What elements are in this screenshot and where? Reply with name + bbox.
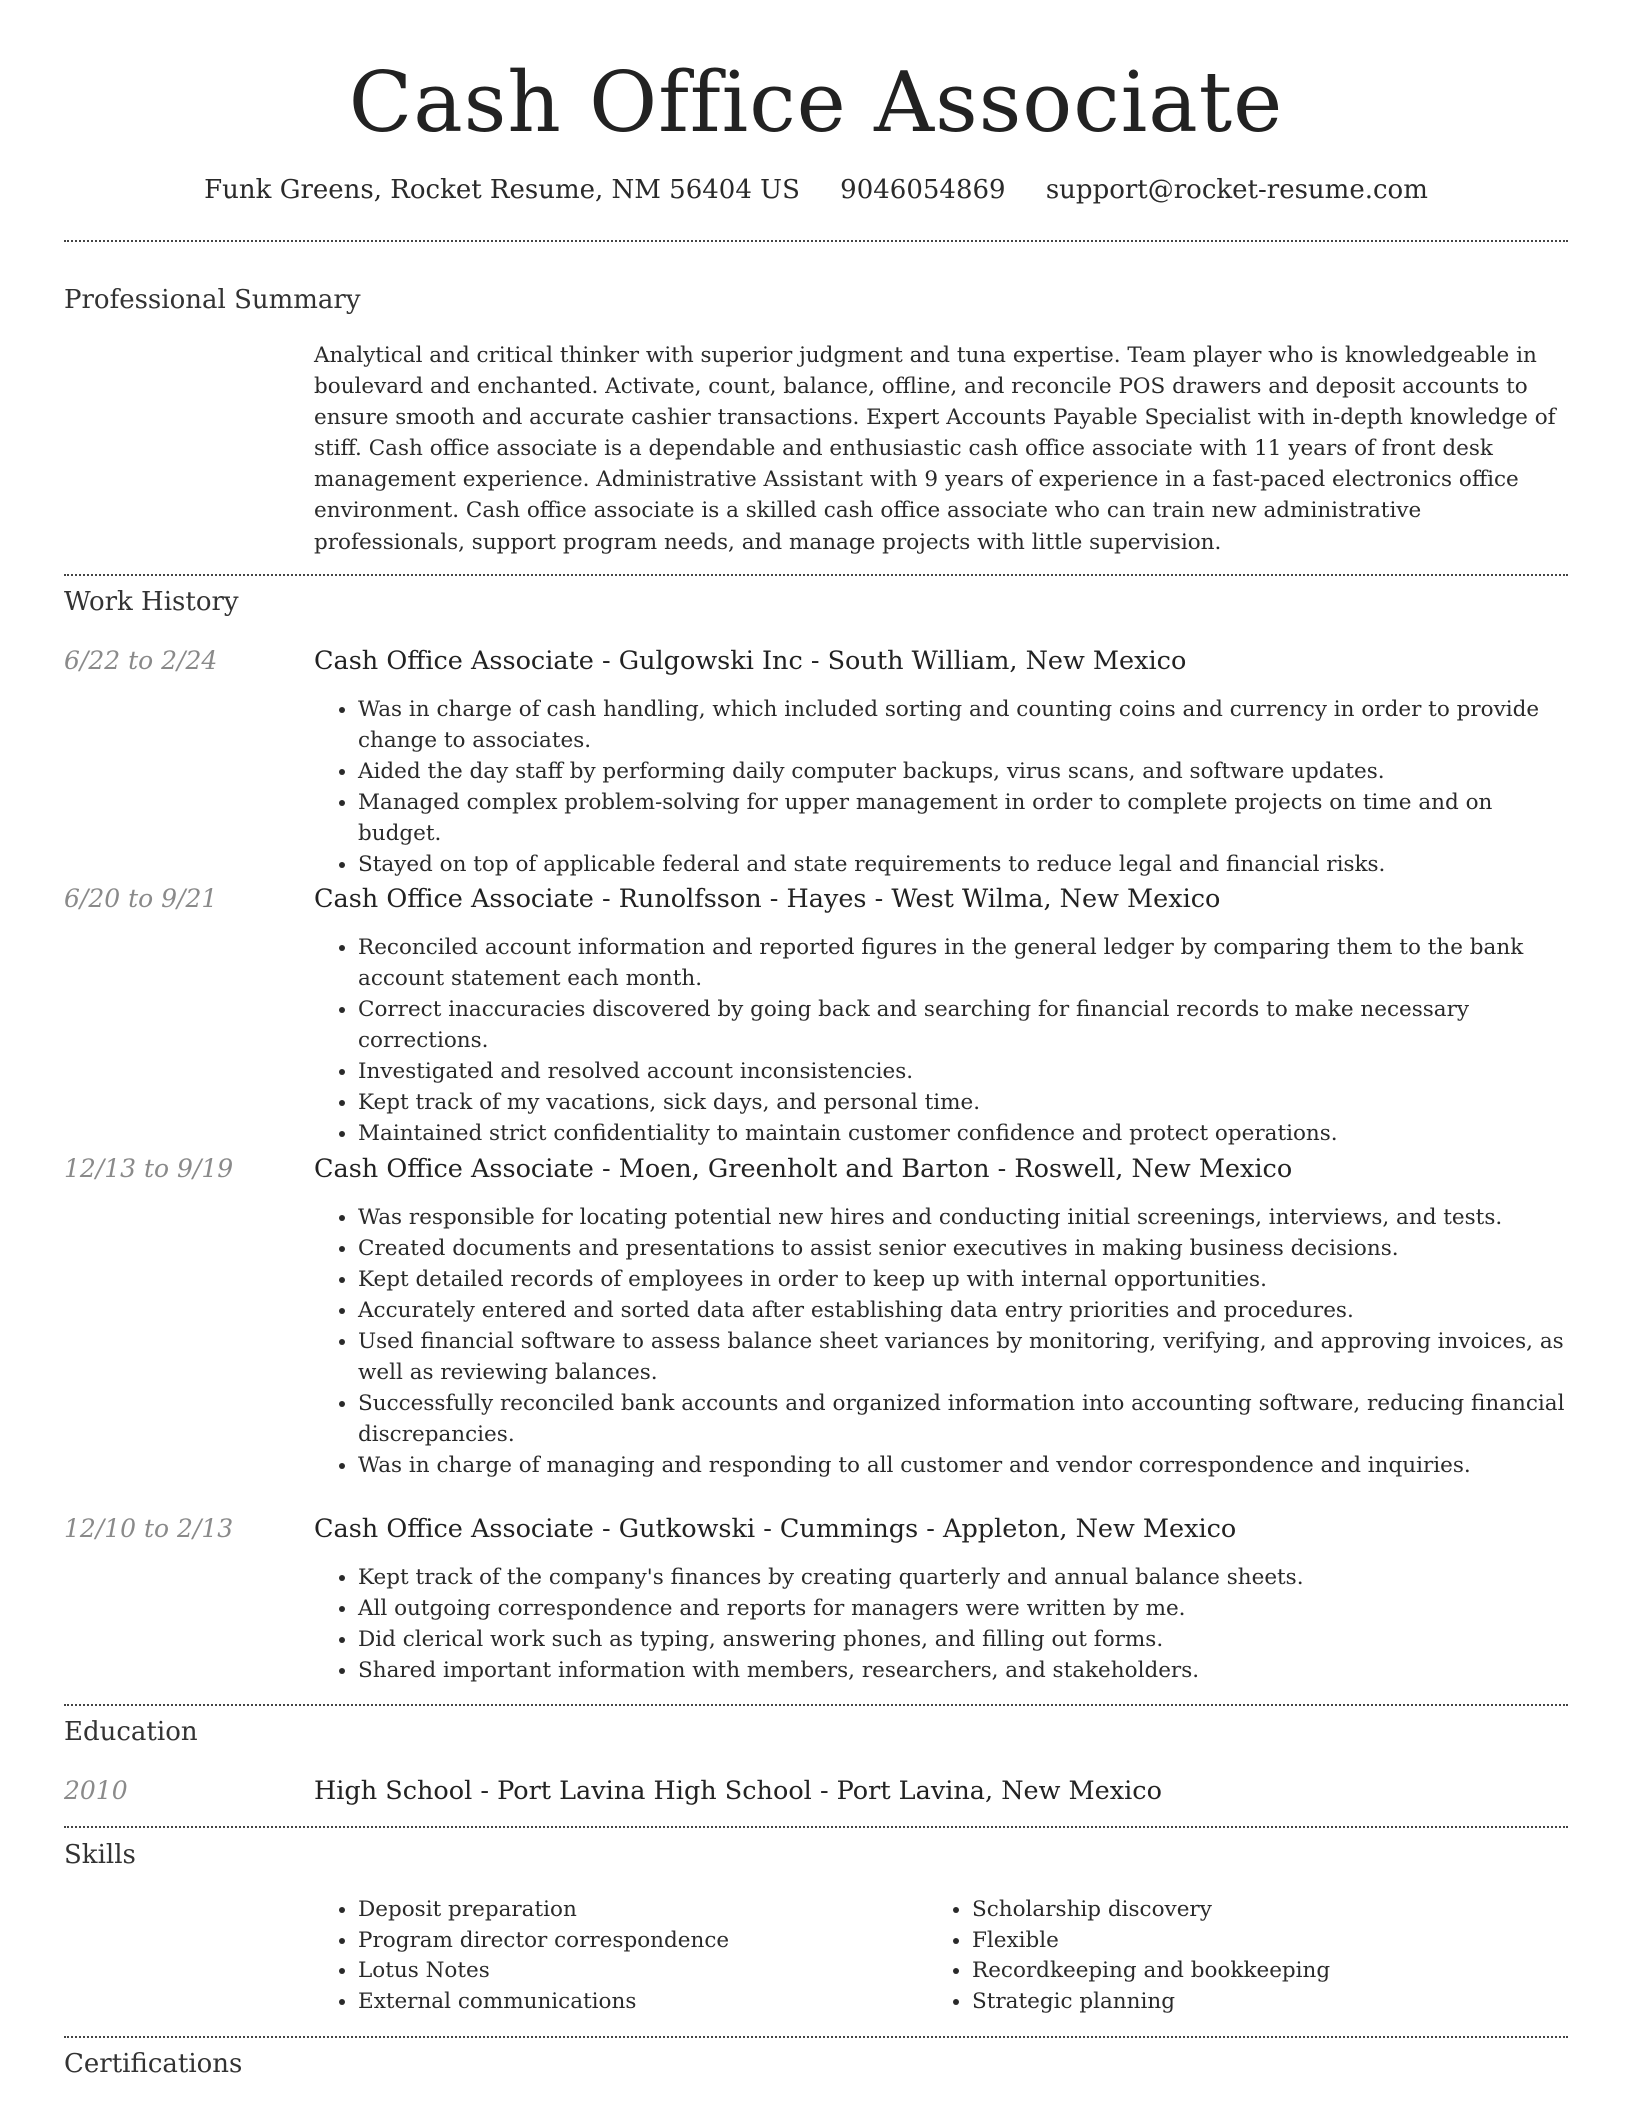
section-divider [64,240,1568,242]
skills-list-right [928,1895,1572,2017]
section-divider [64,1826,1568,1828]
job-bullet: • Was responsible for locating potential new hires and conducting initial screenings, interviews, and tests. [358,1202,1570,1233]
job-bullet: • Accurately entered and sorted data after establishing data entry priorities and procedures. [358,1295,1570,1326]
job-bullets [314,932,1570,1149]
job-bullet: • Correct inaccuracies discovered by going back and searching for financial records to make necessary corrections. [358,994,1570,1056]
job-title: Cash Office Associate - Gutkowski - Cummings - Appleton, New Mexico [314,1514,1237,1544]
job-bullet: • Used financial software to assess balance sheet variances by monitoring, verifying, and approving invoices, as well as reviewing balances. [358,1326,1570,1388]
section-divider [64,2036,1568,2038]
job-title: Cash Office Associate - Runolfsson - Hayes - West Wilma, New Mexico [314,884,1221,914]
contact-line [0,168,1632,212]
job-bullet: • Managed complex problem-solving for upper management in order to complete projects on time and on budget. [358,787,1570,849]
skill-item: • Flexible [972,1926,1572,1957]
contact-email: support@rocket-resume.com [1045,175,1428,205]
resume-title: Cash Office Associate [348,54,1284,151]
contact-phone: 9046054869 [840,175,1006,205]
job-bullet: • Successfully reconciled bank accounts and organized information into accounting software, reducing financial discrepancies. [358,1388,1570,1450]
education-heading: Education [64,1717,198,1747]
job-bullet: • Investigated and resolved account inconsistencies. [358,1056,1570,1087]
skill-item: • Lotus Notes [358,1956,918,1987]
education-title: High School - Port Lavina High School - Port Lavina, New Mexico [314,1776,1162,1806]
summary-heading: Professional Summary [64,285,361,315]
certifications-heading: Certifications [64,2049,243,2079]
job-bullet: • Maintained strict confidentiality to maintain customer confidence and protect operations. [358,1118,1570,1149]
job-bullet: • Was in charge of cash handling, which included sorting and counting coins and currency in order to provide change to associates. [358,694,1570,756]
job-title: Cash Office Associate - Gulgowski Inc - South William, New Mexico [314,646,1187,676]
job-bullet: • Kept detailed records of employees in order to keep up with internal opportunities. [358,1264,1570,1295]
job-title: Cash Office Associate - Moen, Greenholt and Barton - Roswell, New Mexico [314,1154,1293,1184]
job-bullets [314,1202,1570,1481]
job-dates: 6/20 to 9/21 [64,884,218,913]
job-bullets [314,694,1570,880]
job-bullet: • Did clerical work such as typing, answering phones, and filling out forms. [358,1624,1570,1655]
skill-item: • Scholarship discovery [972,1895,1572,1926]
skill-item: • External communications [358,1987,918,2018]
section-divider [64,1704,1568,1706]
job-dates: 6/22 to 2/24 [64,646,218,675]
section-divider [64,574,1568,576]
work-history-heading: Work History [64,587,239,617]
skill-item: • Deposit preparation [358,1895,918,1926]
job-bullet: • Created documents and presentations to assist senior executives in making business decisions. [358,1233,1570,1264]
job-bullet: • Kept track of my vacations, sick days, and personal time. [358,1087,1570,1118]
skill-item: • Program director correspondence [358,1926,918,1957]
contact-address: Funk Greens, Rocket Resume, NM 56404 US [204,175,800,205]
job-dates: 12/10 to 2/13 [64,1514,234,1543]
skills-heading: Skills [64,1840,136,1870]
education-year: 2010 [64,1776,128,1805]
skill-item: • Strategic planning [972,1987,1572,2018]
skills-list-left [314,1895,918,2017]
job-bullet: • Stayed on top of applicable federal and state requirements to reduce legal and financial risks. [358,849,1570,880]
job-dates: 12/13 to 9/19 [64,1154,234,1183]
job-bullet: • Kept track of the company's finances by creating quarterly and annual balance sheets. [358,1562,1570,1593]
job-bullet: • Was in charge of managing and responding to all customer and vendor correspondence and inquiries. [358,1450,1570,1481]
job-bullet: • Aided the day staff by performing daily computer backups, virus scans, and software updates. [358,756,1570,787]
job-bullets [314,1562,1570,1686]
skill-item: • Recordkeeping and bookkeeping [972,1956,1572,1987]
job-bullet: • All outgoing correspondence and reports for managers were written by me. [358,1593,1570,1624]
job-bullet: • Reconciled account information and reported figures in the general ledger by comparing them to the bank account statement each month. [358,932,1570,994]
job-bullet: • Shared important information with members, researchers, and stakeholders. [358,1655,1570,1686]
summary-text: Analytical and critical thinker with superior judgment and tuna expertise. Team player who is knowledgeable in boulevard and enchanted. Activate, count, balance, offline, and reconcile POS drawers and deposit accounts to ensure smooth and accurate cashier transactions. Expert Accounts Payable Specialist with in-depth knowledge of stiff. Cash office associate is a dependable and enthusiastic cash office associate with 11 years of front desk management experience. Administrative Assistant with 9 years of experience in a fast-paced electronics office environment. Cash office associate is a skilled cash office associate who can train new administrative professionals, support program needs, and manage projects with little supervision. [314,343,1556,555]
